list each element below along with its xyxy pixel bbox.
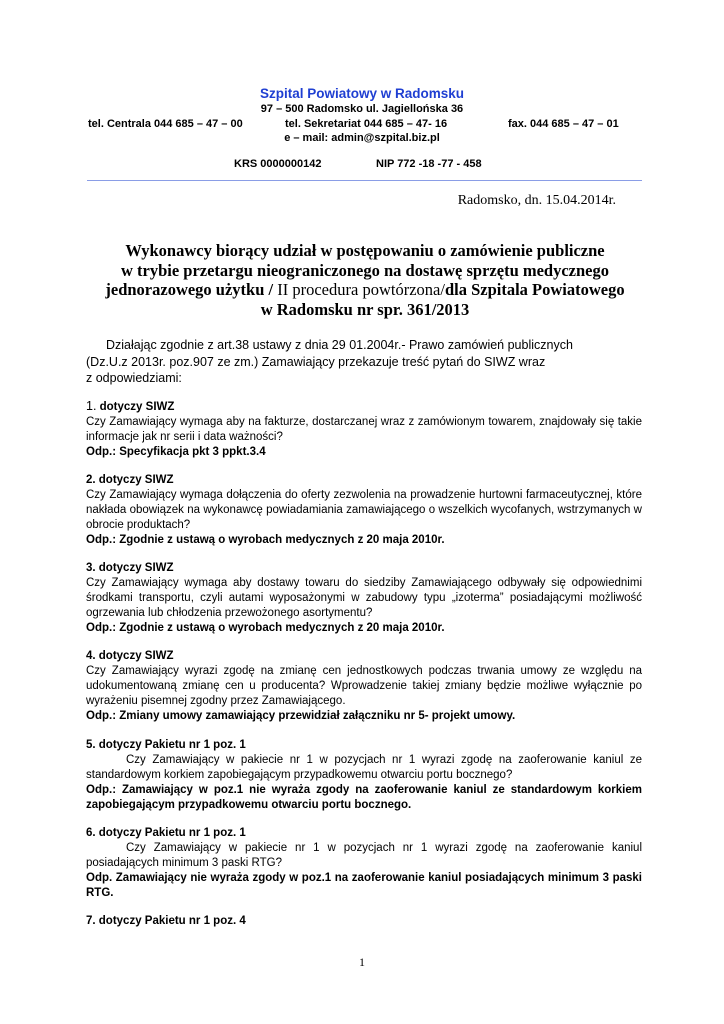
header-divider [87,180,642,181]
title-line-3-bold: jednorazowego użytku / [105,280,274,299]
question-6 [86,826,642,901]
question-heading: 7. dotyczy Pakietu nr 1 poz. 4 [86,915,246,927]
question-7 [86,914,642,929]
date-line: Radomsko, dn. 15.04.2014r. [457,193,616,208]
answer-text: Odp.: Zmiany umowy zamawiający przewidział załączniku nr 5- projekt umowy. [86,710,516,722]
intro-line-3: z odpowiedziami: [86,371,182,385]
question-text: Czy Zamawiający wymaga dołączenia do oferty zezwolenia na prowadzenie hurtowni farmaceutycznej, które nakłada obowiązek na wykonawcę powiadamiania zamawiającego o wszelkich wycofanych, wstrzymanych w obrocie produktach? [86,489,642,531]
title-line-2: w trybie przetargu nieograniczonego na dostawę sprzętu medycznego [120,260,610,280]
question-3 [86,561,642,636]
question-subject: dotyczy SIWZ [96,401,175,413]
question-text: Czy Zamawiający wymaga aby na fakturze, dostarczanej wraz z zamówionym towarem, znajdowały się takie informacje jak nr serii i data ważności? [86,416,642,443]
answer-text: Odp.: Zamawiający w poz.1 nie wyraża zgody na zaoferowanie kaniul ze standardowym korkiem zapobiegającym przypadkowemu otwarciu portu bocznego. [86,784,642,811]
email-line: e – mail: admin@szpital.biz.pl [284,132,440,144]
answer-text: Odp. Zamawiający nie wyraża zgody w poz.1 na zaoferowanie kaniul posiadających minimum 3 paski RTG. [86,872,642,899]
answer-text: Odp.: Specyfikacja pkt 3 ppkt.3.4 [86,446,266,458]
tel-secretariat: tel. Sekretariat 044 685 – 47- 16 [285,118,448,130]
title-line-3-bold-2: dla Szpitala Powiatowego [444,280,625,299]
question-text: Czy Zamawiający w pakiecie nr 1 w pozycjach nr 1 wyrazi zgodę na zaoferowanie kaniul posiadających minimum 3 paski RTG? [86,842,642,869]
tel-central: tel. Centrala 044 685 – 47 – 00 [88,118,243,130]
question-text: Czy Zamawiający wymaga aby dostawy towaru do siedziby Zamawiającego odbywały się odpowiednimi środkami transportu, czyli autami wyposażonymi w zabudowy typu „izoterma” posiadającymi możliwość ogrzewania lub chłodzenia przewożonego asortymentu? [86,577,642,619]
question-heading: 6. dotyczy Pakietu nr 1 poz. 1 [86,827,246,839]
page-number: 1 [359,955,365,969]
fax-number: fax. 044 685 – 47 – 01 [508,118,619,130]
title-line-3 [80,280,650,300]
question-5 [86,738,642,813]
question-1 [86,399,642,460]
document-title [80,241,650,319]
intro-line-2: (Dz.U.z 2013r. poz.907 ze zm.) Zamawiający przekazuje treść pytań do SIWZ wraz [86,354,546,369]
hospital-address: 97 – 500 Radomsko ul. Jagiellońska 36 [260,103,464,115]
question-heading: 4. dotyczy SIWZ [86,650,174,662]
answer-text: Odp.: Zgodnie z ustawą o wyrobach medycznych z 20 maja 2010r. [86,622,445,634]
question-heading: 3. dotyczy SIWZ [86,562,174,574]
intro-line-1: Działając zgodnie z art.38 ustawy z dnia 29 01.2004r.- Prawo zamówień publicznych [106,338,573,352]
intro-paragraph [86,337,646,387]
title-line-1: Wykonawcy biorący udział w postępowaniu o zamówienie publiczne [125,241,605,260]
question-4 [86,649,642,724]
question-text: Czy Zamawiający w pakiecie nr 1 w pozycjach nr 1 wyrazi zgodę na zaoferowanie kaniul ze standardowym korkiem zapobiegającym przypadkowemu otwarciu portu bocznego? [86,754,642,781]
question-heading: 5. dotyczy Pakietu nr 1 poz. 1 [86,739,246,751]
nip-number: NIP 772 -18 -77 - 458 [376,158,482,170]
question-2 [86,473,642,548]
question-heading: 2. dotyczy SIWZ [86,474,174,486]
question-text: Czy Zamawiający wyrazi zgodę na zmianę cen jednostkowych podczas trwania umowy ze względu na udokumentowaną zmianę cen u producenta? Wprowadzenie takiej zmiany będzie możliwe wyłącznie po wyrażeniu pisemnej zgodny przez Zamawiającego. [86,665,642,707]
question-heading [86,399,642,415]
question-number: 1. [86,399,97,413]
krs-number: KRS 0000000142 [234,158,322,170]
title-line-4: w Radomsku nr spr. 361/2013 [260,299,470,319]
answer-text: Odp.: Zgodnie z ustawą o wyrobach medycznych z 20 maja 2010r. [86,534,445,546]
hospital-name: Szpital Powiatowy w Radomsku [259,86,465,101]
title-line-3-normal: II procedura powtórzona/ [273,280,445,299]
